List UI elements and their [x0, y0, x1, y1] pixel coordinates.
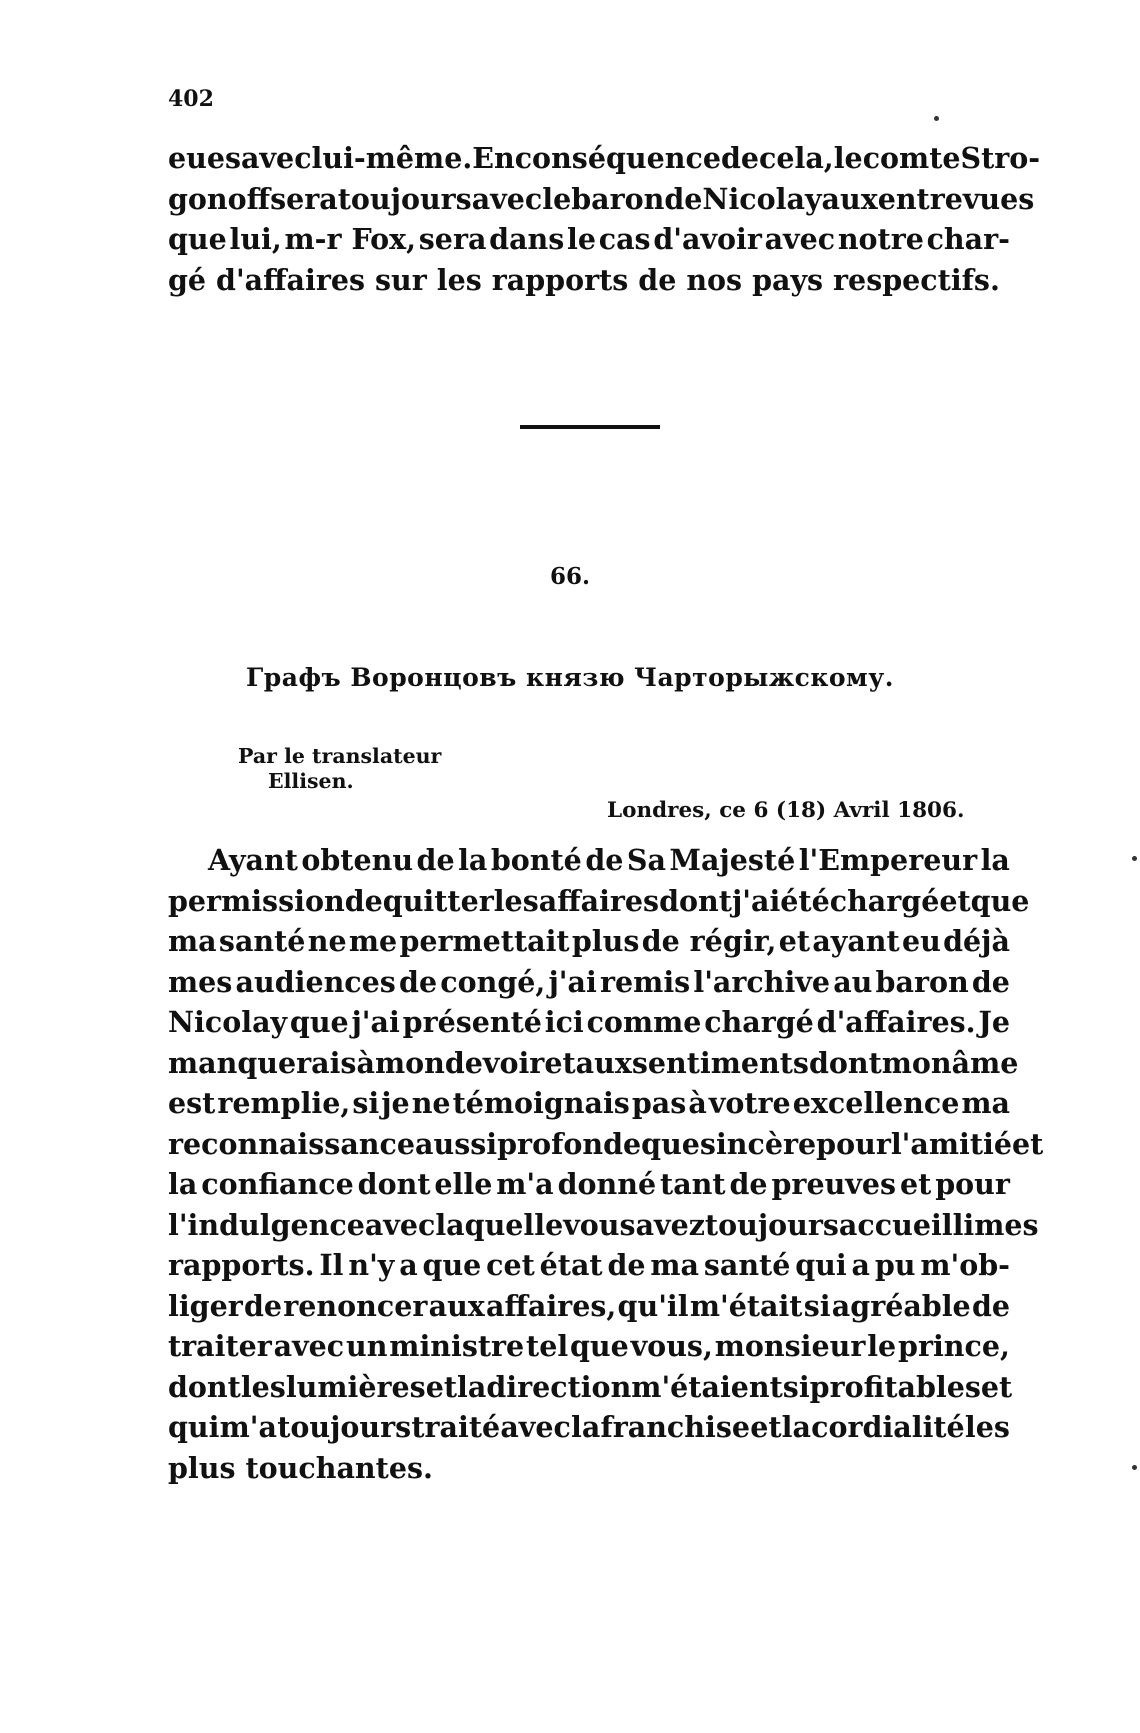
word: comme — [586, 1005, 702, 1039]
word: a — [399, 1248, 418, 1282]
word: ne — [411, 1086, 451, 1120]
word: Nicolay — [702, 181, 822, 216]
word: de — [585, 843, 624, 877]
word: l'amitié — [890, 1126, 1012, 1161]
word: ministre — [389, 1329, 525, 1363]
word: devoir — [444, 1045, 545, 1080]
word: toujours — [704, 1207, 839, 1242]
word: qu'il — [617, 1288, 689, 1323]
word: gé — [168, 262, 207, 297]
word: le — [867, 1329, 897, 1363]
letter-heading: Графъ Воронцовъ князю Чарторыжскому. — [246, 663, 894, 692]
word: permission — [168, 883, 345, 918]
text-line — [168, 1205, 1039, 1246]
word: si — [352, 1086, 380, 1120]
word: sera — [270, 181, 338, 216]
word: de — [416, 843, 455, 877]
word: santé — [703, 1248, 791, 1282]
text-line — [168, 1326, 1010, 1367]
word: de — [399, 964, 438, 999]
text-line — [168, 1043, 1019, 1084]
word: vous, — [630, 1329, 713, 1363]
word: m'étaient — [631, 1369, 783, 1404]
word: tel — [526, 1329, 569, 1363]
word: Je — [978, 1005, 1010, 1039]
text-line — [168, 1367, 1013, 1408]
text-line — [168, 1448, 1010, 1489]
word: mes — [168, 964, 233, 999]
word: Nicolay — [168, 1005, 288, 1039]
word: elle — [434, 1167, 493, 1201]
word: Sa — [626, 843, 666, 877]
word: me — [348, 924, 398, 958]
text-line — [168, 1245, 1010, 1286]
word: de — [344, 883, 383, 918]
word: avec — [471, 181, 543, 216]
text-line — [168, 921, 1010, 962]
word: cordialité — [811, 1410, 965, 1444]
word: a — [851, 1248, 870, 1282]
word: le — [542, 181, 572, 216]
word: pas — [631, 1086, 687, 1120]
word: mon — [881, 1045, 952, 1080]
word: de — [638, 262, 677, 297]
margin-dot — [1132, 1465, 1137, 1470]
word: accueilli — [838, 1207, 975, 1242]
word: à — [356, 1045, 375, 1080]
word: pour — [816, 1126, 891, 1161]
word: les — [436, 262, 482, 297]
word: renoncer — [283, 1288, 428, 1323]
word: de — [664, 181, 703, 216]
word: cet — [486, 1248, 535, 1282]
word: que — [422, 1248, 482, 1282]
word: avec — [500, 1410, 571, 1444]
text-line — [168, 840, 1010, 881]
text-line — [168, 1286, 1010, 1327]
word: toujours — [337, 181, 472, 216]
word: donné — [557, 1167, 657, 1201]
word: et — [425, 1369, 458, 1404]
word: d'avoir — [653, 222, 762, 256]
word: lumières — [285, 1369, 426, 1404]
word: prince, — [898, 1329, 1010, 1363]
word: que — [570, 1329, 629, 1363]
word: mes — [974, 1207, 1039, 1242]
word: le — [833, 141, 863, 175]
letter-number: 66. — [549, 563, 590, 590]
letter-dateline: Londres, ce 6 (18) Avril 1806. — [607, 798, 965, 823]
word: votre — [708, 1086, 791, 1120]
word: la — [980, 843, 1010, 877]
word: ici — [544, 1005, 584, 1039]
continuation-paragraph — [168, 138, 1041, 300]
word: avec — [241, 141, 312, 175]
word: dont — [808, 1045, 882, 1080]
text-line — [168, 179, 1035, 220]
word: pays — [752, 262, 824, 297]
word: obtenu — [301, 843, 414, 877]
word: de — [243, 1288, 283, 1323]
word: qui — [795, 1248, 847, 1282]
word: char- — [926, 222, 1010, 256]
word: l'indulgence — [168, 1207, 365, 1242]
word: les — [964, 1410, 1010, 1444]
word: conséquence — [514, 141, 721, 175]
word: profitables — [809, 1369, 981, 1404]
word: je — [381, 1086, 410, 1120]
word: l'Empereur — [798, 843, 978, 877]
word: témoignais — [452, 1086, 630, 1120]
translator-note — [238, 744, 441, 794]
word: et — [899, 1167, 932, 1201]
word: de — [607, 1248, 646, 1282]
word: audiences — [235, 964, 396, 999]
word: ne — [307, 924, 347, 958]
word: remis — [600, 964, 691, 999]
word: un — [346, 1329, 388, 1363]
word: profonde — [497, 1126, 642, 1161]
word: âme — [951, 1045, 1019, 1080]
word: Ayant — [208, 843, 298, 877]
word: avec — [364, 1207, 436, 1242]
word: reconnaissance — [168, 1126, 416, 1161]
word: baron — [875, 964, 969, 999]
word: d'affaires — [216, 262, 366, 297]
word: et — [544, 1045, 576, 1080]
word: et — [939, 883, 971, 918]
word: les — [493, 883, 539, 918]
word: sera — [418, 222, 487, 256]
word: cas — [598, 222, 651, 256]
word: ma — [650, 1248, 699, 1282]
word: aux — [575, 1045, 632, 1080]
word: l'archive — [693, 964, 831, 999]
word: lui-même. — [311, 141, 473, 175]
word: permettait — [399, 924, 570, 958]
word: de — [720, 141, 760, 175]
word: ma — [961, 1086, 1010, 1120]
word: tant — [660, 1167, 726, 1201]
text-line — [168, 260, 1010, 301]
word: affaires — [538, 883, 660, 918]
page-number: 402 — [168, 86, 214, 112]
word: liger — [168, 1288, 243, 1323]
word: vous — [563, 1207, 636, 1242]
margin-dot — [1132, 856, 1137, 861]
word: déjà — [943, 924, 1010, 958]
text-line — [168, 1002, 1010, 1043]
word: direction — [486, 1369, 632, 1404]
word: dont — [168, 1369, 241, 1404]
word: sur — [375, 262, 427, 297]
text-line — [168, 1083, 1010, 1124]
word: sentiments — [631, 1045, 809, 1080]
word: si — [803, 1288, 831, 1323]
word: la — [781, 1410, 811, 1444]
word: pour — [935, 1167, 1010, 1201]
word: que — [289, 1005, 349, 1039]
word: toujours — [277, 1410, 412, 1444]
word: remplie, — [217, 1086, 351, 1120]
word: chargé — [829, 883, 940, 918]
word: notre — [837, 222, 924, 256]
word: sincère — [699, 1126, 817, 1161]
word: Il — [319, 1248, 344, 1282]
word: m'a — [219, 1410, 278, 1444]
word: plus — [571, 924, 640, 958]
word: au — [833, 964, 873, 999]
word: rapports. — [168, 1248, 315, 1282]
word: agréable — [831, 1288, 971, 1323]
word: affaires, — [486, 1288, 617, 1323]
word: respectifs. — [833, 262, 1000, 297]
text-line — [168, 138, 1041, 179]
word: été — [780, 883, 830, 918]
word: et — [778, 924, 811, 958]
text-line — [168, 1124, 1044, 1165]
word: avec — [764, 222, 836, 256]
word: dont — [659, 883, 732, 918]
word: cela, — [759, 141, 834, 175]
word: preuves — [771, 1167, 897, 1201]
word: et — [750, 1410, 782, 1444]
word: congé, — [440, 964, 546, 999]
word: m'ob- — [920, 1248, 1010, 1282]
word: touchantes. — [245, 1450, 433, 1485]
word: eues — [168, 141, 242, 175]
word: gonoff — [168, 181, 271, 216]
word: et — [980, 1369, 1013, 1404]
word: de — [971, 964, 1010, 999]
word: monsieur — [714, 1329, 866, 1363]
word: entrevues — [877, 181, 1035, 216]
word: chargé — [704, 1005, 814, 1039]
word: d'affaires. — [816, 1005, 976, 1039]
word: n'y — [348, 1248, 395, 1282]
word: et — [1011, 1126, 1044, 1161]
word: que — [168, 222, 227, 256]
word: aux — [821, 181, 878, 216]
translator-note-line-1: Par le translateur — [238, 744, 442, 768]
word: si — [782, 1369, 810, 1404]
word: j'ai — [731, 883, 781, 918]
word: j'ai — [548, 964, 597, 999]
word: la — [457, 1369, 487, 1404]
word: traité — [411, 1410, 501, 1444]
word: est — [168, 1086, 216, 1120]
word: m-r Fox, — [284, 222, 417, 256]
word: présenté — [402, 1005, 542, 1039]
word: nos — [686, 262, 743, 297]
word: de — [971, 1288, 1010, 1323]
word: qui — [168, 1410, 220, 1444]
word: la — [458, 843, 488, 877]
word: le — [567, 222, 597, 256]
word: confiance — [201, 1167, 354, 1201]
word: franchise — [600, 1410, 751, 1444]
word: Majesté — [669, 843, 796, 877]
word: bonté — [490, 843, 582, 877]
word: avez — [635, 1207, 705, 1242]
word: les — [240, 1369, 286, 1404]
word: que — [970, 883, 1030, 918]
text-line — [168, 219, 1010, 260]
word: comte — [862, 141, 961, 175]
translator-note-line-2: Ellisen. — [268, 769, 354, 793]
word: En — [472, 141, 515, 175]
word: de — [729, 1167, 768, 1201]
word: que — [641, 1126, 700, 1161]
word: traiter — [168, 1329, 272, 1363]
word: m'a — [496, 1167, 554, 1201]
word: manquerais — [168, 1045, 357, 1080]
text-line — [168, 962, 1010, 1003]
word: mon — [374, 1045, 445, 1080]
word: ma — [168, 924, 217, 958]
text-line — [168, 881, 1030, 922]
word: état — [539, 1248, 603, 1282]
word: avec — [273, 1329, 345, 1363]
word: eu — [901, 924, 941, 958]
word: rapports — [491, 262, 629, 297]
word: m'était — [689, 1288, 803, 1323]
word: dont — [357, 1167, 431, 1201]
word: baron — [571, 181, 665, 216]
word: à — [688, 1086, 707, 1120]
word: de régir, — [641, 924, 777, 958]
word: la — [571, 1410, 601, 1444]
word: excellence — [792, 1086, 960, 1120]
word: ayant — [812, 924, 900, 958]
letter-body — [168, 840, 1044, 1488]
word: dans — [489, 222, 565, 256]
margin-dot — [934, 116, 939, 121]
word: aux — [428, 1288, 485, 1323]
word: la — [168, 1167, 198, 1201]
word: Stro- — [960, 141, 1041, 175]
text-line — [168, 1164, 1010, 1205]
word: plus — [168, 1450, 236, 1485]
section-divider — [520, 425, 660, 429]
word: santé — [218, 924, 306, 958]
word: pu — [874, 1248, 916, 1282]
word: quitter — [382, 883, 494, 918]
word: lui, — [229, 222, 282, 256]
word: j'ai — [351, 1005, 400, 1039]
text-line — [168, 1407, 1010, 1448]
word: laquelle — [435, 1207, 564, 1242]
word: aussi — [415, 1126, 498, 1161]
